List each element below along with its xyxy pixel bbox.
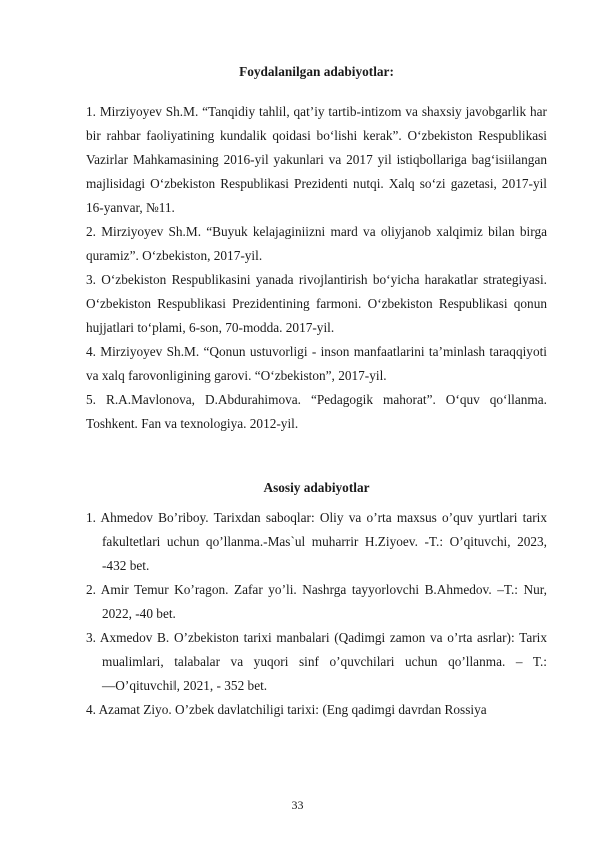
basic-literature-list xyxy=(86,506,547,722)
page-number: 33 xyxy=(291,798,304,812)
basic-literature-item: 1. Ahmedov Bo’riboy. Tarixdan saboqlar: Oliy va o’rta maxsus o’quv yurtlari tarix fakultetlari uchun qo’llanma.-Mas`ul muharrir H.Ziyoev. -T.: O’qituvchi, 2023, -432 bet. xyxy=(86,510,547,573)
basic-literature-item: 2. Amir Temur Ko’ragon. Zafar yo’li. Nashrga tayyorlovchi B.Ahmedov. –T.: Nur, 2022, -40 bet. xyxy=(86,582,547,621)
literature-heading: Foydalanilgan adabiyotlar: xyxy=(239,64,394,79)
basic-literature-item: 4. Azamat Ziyo. O’zbek davlatchiligi tarixi: (Eng qadimgi davrdan Rossiya xyxy=(86,702,487,717)
literature-item: 1. Mirziyoyev Sh.M. “Tanqidiy tahlil, qat’iy tartib-intizom va shaxsiy javobgarlik har bir rahbar faoliyatining kundalik qoidasi bo‘lishi kerak”. O‘zbekiston Respublikasi Vazirlar Mahkamasining 2016-yil yakunlari va 2017 yil istiqbollariga bag‘isiilangan majlisidagi O‘zbekiston Respublikasi Prezidenti nutqi. Xalq so‘zi gazetasi, 2017-yil 16-yanvar, №11. xyxy=(86,104,547,215)
basic-literature-heading: Asosiy adabiyotlar xyxy=(263,480,370,495)
literature-item: 2. Mirziyoyev Sh.M. “Buyuk kelajaginiizni mard va oliyjanob xalqimiz bilan birga quramiz”. O‘zbekiston, 2017-yil. xyxy=(86,224,547,263)
basic-literature-item: 3. Axmedov B. O’zbekiston tarixi manbalari (Qadimgi zamon va o’rta asrlar): Tarix mualimlari, talabalar va yuqori sinf o’quvchilari uchun qo’llanma. – T.: ―O’qituvchi‖, 2021, - 352 bet. xyxy=(86,630,547,693)
literature-item: 3. O‘zbekiston Respublikasini yanada rivojlantirish bo‘yicha harakatlar strategiyasi. O‘zbekiston Respublikasi Prezidentining farmoni. O‘zbekiston Respublikasi qonun hujjatlari to‘plami, 6-son, 70-modda. 2017-yil. xyxy=(86,272,547,335)
literature-item: 4. Mirziyoyev Sh.M. “Qonun ustuvorligi - inson manfaatlarini ta’minlash taraqqiyoti va xalq farovonligining garovi. “O‘zbekiston”, 2017-yil. xyxy=(86,344,547,383)
literature-list xyxy=(86,100,547,436)
literature-item: 5. R.A.Mavlonova, D.Abdurahimova. “Pedagogik mahorat”. O‘quv qo‘llanma. Toshkent. Fan va texnologiya. 2012-yil. xyxy=(86,392,547,431)
